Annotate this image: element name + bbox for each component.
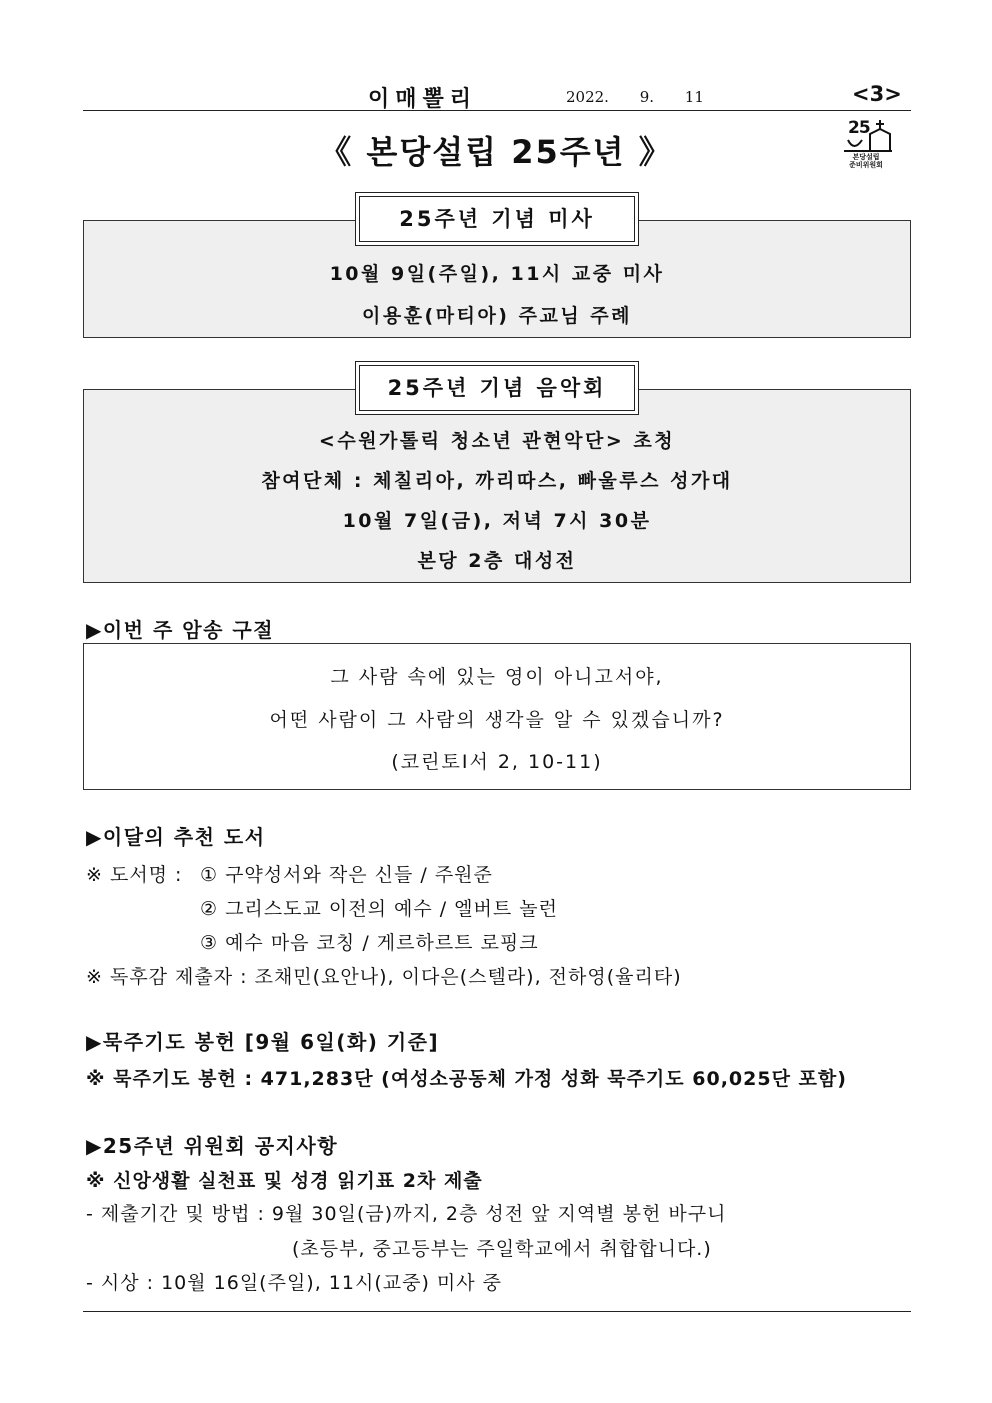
newsletter-title: 이매뽈리 (368, 87, 478, 112)
books-label: ※ 도서명 : (86, 864, 183, 886)
page-number: <3> (852, 82, 902, 106)
book-item-1: ① 구약성서와 작은 신들 / 주원준 (200, 864, 493, 886)
verse-line-2: 어떤 사람이 그 사람의 생각을 알 수 있겠습니까? (269, 709, 725, 731)
header-divider (83, 110, 911, 111)
verse-line-1: 그 사람 속에 있는 영이 아니고서야, (330, 666, 664, 688)
notice-heading: ▶25주년 위원회 공지사항 (86, 1134, 339, 1158)
notice-submission: - 제출기간 및 방법 : 9월 30일(금)까지, 2층 성전 앞 지역별 봉헌 바구니 (86, 1203, 727, 1225)
verse-heading: ▶이번 주 암송 구절 (86, 618, 275, 642)
notice-award: - 시상 : 10월 16일(주일), 11시(교중) 미사 중 (86, 1272, 503, 1294)
page-heading: 《 본당설립 25주년 》 (319, 133, 673, 171)
mass-line-1: 10월 9일(주일), 11시 교중 미사 (329, 263, 665, 285)
concert-line-4: 본당 2층 대성전 (417, 550, 577, 572)
anniversary-logo (838, 118, 894, 172)
book-item-2: ② 그리스도교 이전의 예수 / 엘버트 놀런 (200, 898, 558, 920)
concert-tag: 25주년 기념 음악회 (359, 365, 635, 411)
concert-line-3: 10월 7일(금), 저녁 7시 30분 (342, 510, 652, 532)
mass-line-2: 이용훈(마티아) 주교님 주례 (362, 305, 632, 327)
concert-line-1: <수원가톨릭 청소년 관현악단> 초청 (318, 430, 676, 452)
concert-box (83, 389, 911, 583)
verse-reference: (코린토Ⅰ서 2, 10-11) (391, 751, 603, 773)
books-heading: ▶이달의 추천 도서 (86, 825, 266, 849)
footer-divider (83, 1311, 911, 1312)
church-cross-icon (838, 118, 894, 154)
mass-tag: 25주년 기념 미사 (359, 196, 635, 242)
issue-date: 2022. 9. 11 (566, 88, 704, 106)
logo-number: 25 (848, 118, 870, 138)
book-reviewers: ※ 독후감 제출자 : 조채민(요안나), 이다은(스텔라), 전하영(율리타) (86, 966, 682, 988)
logo-caption-1: 본당설립 (852, 153, 880, 161)
verse-box (83, 643, 911, 790)
logo-caption-2: 준비위원회 (849, 161, 883, 169)
notice-subheading: ※ 신앙생활 실천표 및 성경 읽기표 2차 제출 (86, 1170, 483, 1192)
concert-line-2: 참여단체 : 체칠리아, 까리따스, 빠울루스 성가대 (261, 470, 733, 492)
book-item-3: ③ 예수 마음 코칭 / 게르하르트 로핑크 (200, 932, 539, 954)
rosary-total: ※ 묵주기도 봉헌 : 471,283단 (여성소공동체 가정 성화 묵주기도 60,025단 포함) (86, 1068, 847, 1090)
rosary-heading: ▶묵주기도 봉헌 [9월 6일(화) 기준] (86, 1030, 440, 1054)
notice-submission-note: (초등부, 중고등부는 주일학교에서 취합합니다.) (292, 1238, 712, 1260)
